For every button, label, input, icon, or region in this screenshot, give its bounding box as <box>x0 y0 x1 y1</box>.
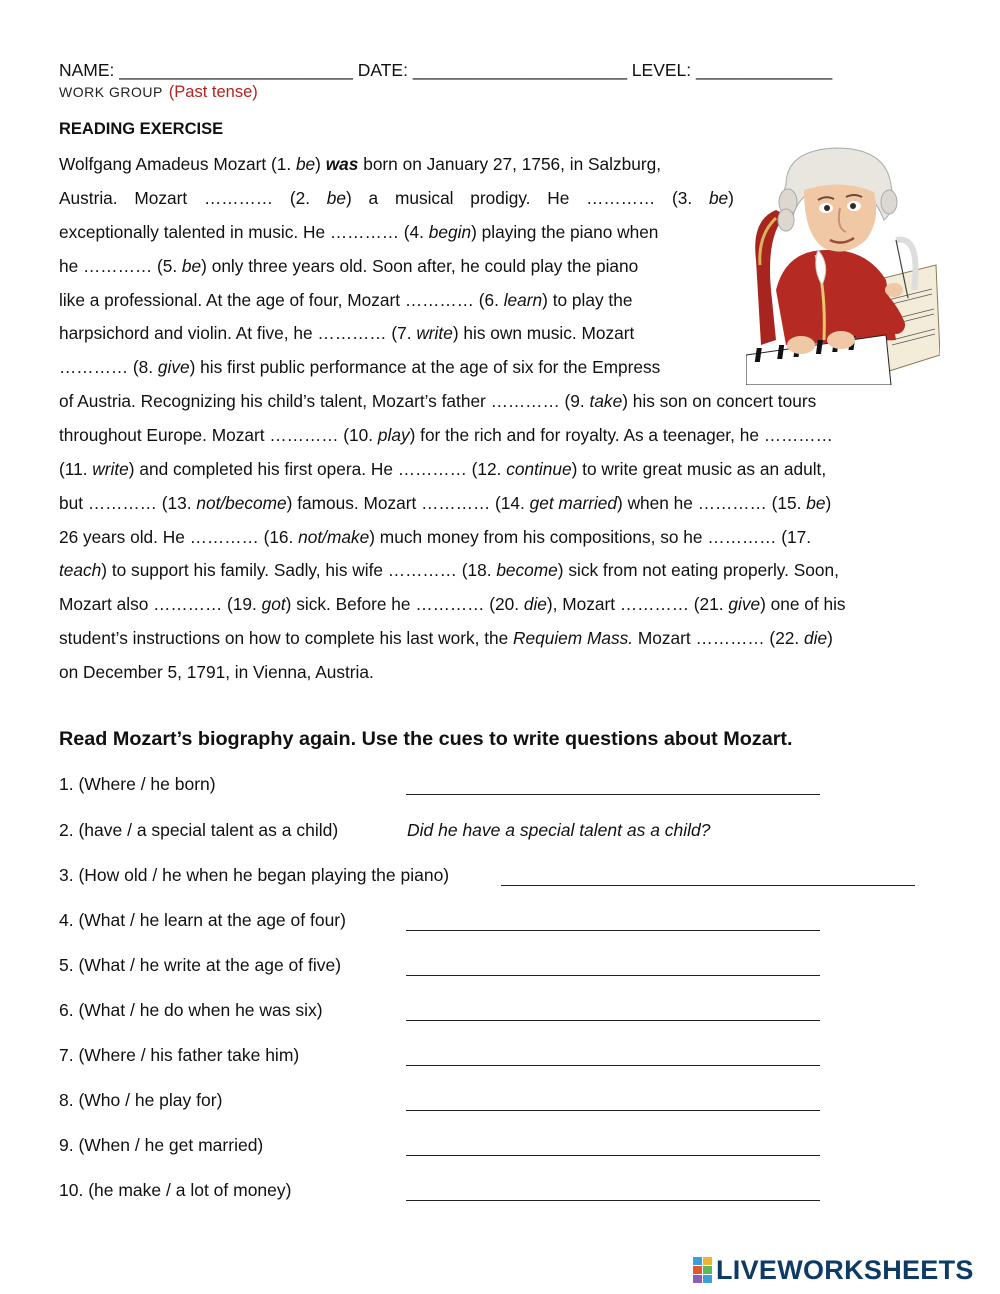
answer-line-1[interactable] <box>406 774 820 795</box>
paragraph-line-13: teach) to support his family. Sadly, his wife ………… (18. become) sick from not eating properly. Soon, <box>59 560 839 580</box>
answer-line-6[interactable] <box>406 1000 820 1021</box>
paragraph-line-6: harpsichord and violin. At five, he ………… (7. write) his own music. Mozart <box>59 323 635 343</box>
question-cue-3: 3. (How old / he when he began playing the piano) <box>59 865 450 885</box>
example-answer-2: Did he have a special talent as a child? <box>407 820 711 840</box>
questions-instructions: Read Mozart’s biography again. Use the cues to write questions about Mozart. <box>59 728 793 750</box>
liveworksheets-logo <box>693 1255 974 1285</box>
paragraph-line-9: throughout Europe. Mozart ………… (10. play) for the rich and for royalty. As a teenager, he ………… <box>59 425 833 445</box>
paragraph-line-5: like a professional. At the age of four, Mozart ………… (6. learn) to play the <box>59 290 633 310</box>
paragraph-line-11: but ………… (13. not/become) famous. Mozart ………… (14. get married) when he ………… (15. be) <box>59 493 832 513</box>
paragraph-line-2: Austria. Mozart ………… (2. be) a musical prodigy. He ………… (3. be) <box>59 188 734 208</box>
question-cue-4: 4. (What / he learn at the age of four) <box>59 910 346 930</box>
question-cue-2: 2. (have / a special talent as a child) <box>59 820 339 840</box>
paragraph-line-12: 26 years old. He ………… (16. not/make) much money from his compositions, so he ………… (17. <box>59 527 812 547</box>
answer-line-9[interactable] <box>406 1135 820 1156</box>
question-cue-6: 6. (What / he do when he was six) <box>59 1000 323 1020</box>
work-group-row <box>59 83 258 102</box>
question-cue-8: 8. (Who / he play for) <box>59 1090 223 1110</box>
answer-line-4[interactable] <box>406 910 820 931</box>
answer-line-5[interactable] <box>406 955 820 976</box>
answer-line-8[interactable] <box>406 1090 820 1111</box>
answer-line-7[interactable] <box>406 1045 820 1066</box>
reading-exercise-title: READING EXERCISE <box>59 120 224 138</box>
question-cue-9: 9. (When / he get married) <box>59 1135 264 1155</box>
mozart-caricature-image <box>746 140 940 385</box>
question-cue-10: 10. (he make / a lot of money) <box>59 1180 292 1200</box>
student-info-fields: NAME: ________________________ DATE: ______________________ LEVEL: ______________ <box>59 60 833 80</box>
paragraph-line-14: Mozart also ………… (19. got) sick. Before he ………… (20. die), Mozart ………… (21. give) one of his <box>59 594 846 614</box>
paragraph-line-15: student’s instructions on how to complete his last work, the Requiem Mass. Mozart ………… (22. die) <box>59 628 833 648</box>
question-cue-1: 1. (Where / he born) <box>59 774 216 794</box>
paragraph-line-8: of Austria. Recognizing his child’s talent, Mozart’s father ………… (9. take) his son on concert tours <box>59 391 817 411</box>
paragraph-line-7: ………… (8. give) his first public performance at the age of six for the Empress <box>59 357 661 377</box>
answer-line-3[interactable] <box>501 865 915 886</box>
paragraph-line-1: Wolfgang Amadeus Mozart (1. be) was born on January 27, 1756, in Salzburg, <box>59 154 662 174</box>
paragraph-line-3: exceptionally talented in music. He ………… (4. begin) playing the piano when <box>59 222 659 242</box>
paragraph-line-4: he ………… (5. be) only three years old. Soon after, he could play the piano <box>59 256 639 276</box>
answer-line-10[interactable] <box>406 1180 820 1201</box>
work-group-label: WORK GROUP <box>59 84 163 100</box>
logo-blocks-icon <box>693 1257 713 1283</box>
paragraph-line-10: (11. write) and completed his first opera. He ………… (12. continue) to write great music as an adult, <box>59 459 827 479</box>
question-cue-5: 5. (What / he write at the age of five) <box>59 955 342 975</box>
paragraph-line-16: on December 5, 1791, in Vienna, Austria. <box>59 662 374 682</box>
logo-text: LIVEWORKSHEETS <box>716 1255 974 1285</box>
question-cue-7: 7. (Where / his father take him) <box>59 1045 300 1065</box>
tense-label: (Past tense) <box>168 83 258 101</box>
